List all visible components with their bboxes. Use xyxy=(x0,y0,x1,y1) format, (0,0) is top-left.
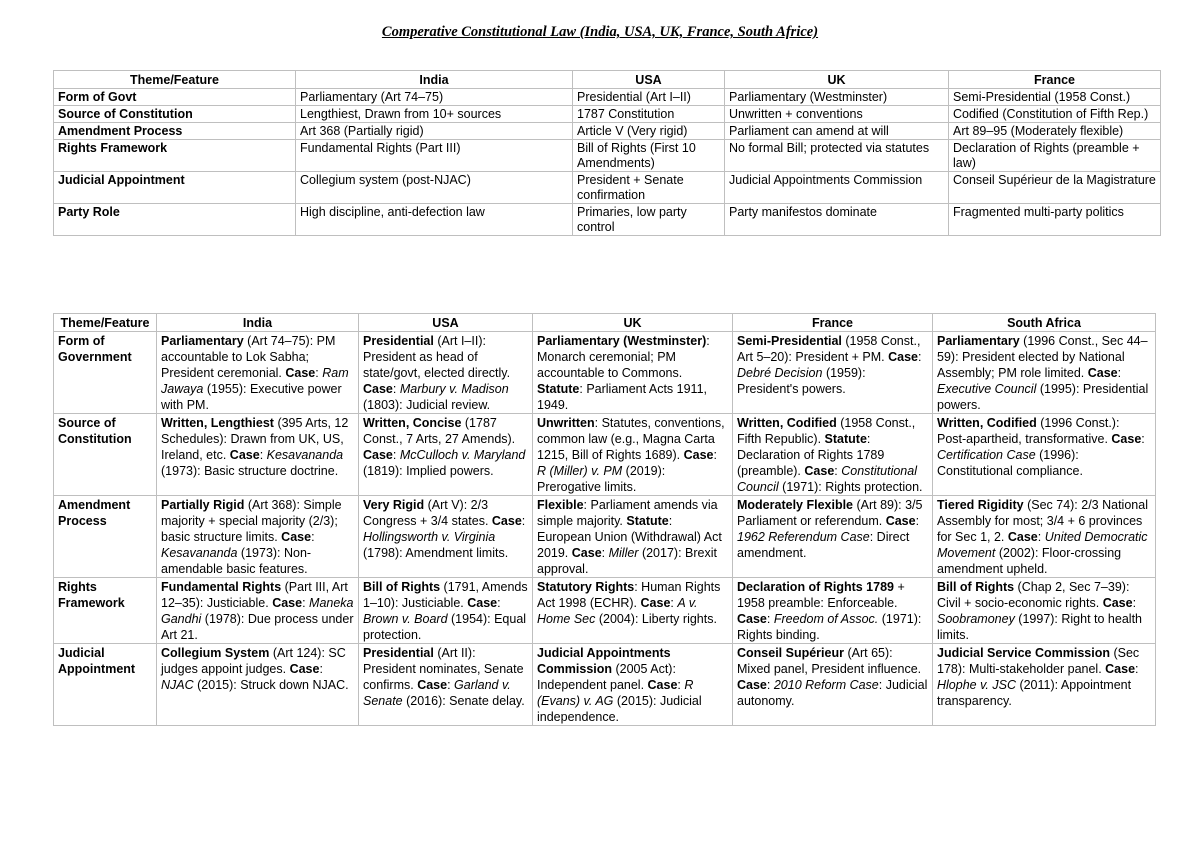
row-theme: Judicial Appointment xyxy=(54,644,157,726)
header-usa: USA xyxy=(359,314,533,332)
row-theme: Rights Framework xyxy=(54,578,157,644)
bold-text: Case xyxy=(1007,530,1038,544)
table-cell xyxy=(157,644,359,726)
italic-text: Kesavananda xyxy=(161,546,238,560)
cell-text: : Parliament Acts 1911, 1949. xyxy=(537,382,707,412)
table-cell: Art 368 (Partially rigid) xyxy=(296,123,573,140)
bold-text: Case xyxy=(272,596,303,610)
cell-text: (2017): Brexit approval. xyxy=(537,546,717,576)
italic-text: Miller xyxy=(608,546,639,560)
cell-text: : Declaration of Rights 1789 (preamble). xyxy=(737,432,885,478)
bold-text: Written, Lengthiest xyxy=(161,416,274,430)
cell-text: : xyxy=(1135,662,1139,676)
table-cell: President + Senate confirmation xyxy=(573,172,725,204)
cell-text: : xyxy=(766,678,774,692)
cell-text: (1996 Const.): Post-apartheid, transformative. xyxy=(937,416,1120,446)
bold-text: Case xyxy=(647,678,678,692)
cell-text: (2016): Senate delay. xyxy=(402,694,525,708)
table-cell: Parliamentary (Westminster) xyxy=(725,89,949,106)
cell-text: (Sec 74): 2/3 National Assembly for most; 3/4 + 6 provinces for Sec 1, 2. xyxy=(937,498,1148,544)
cell-text: : xyxy=(521,514,526,528)
cell-text: (1996): Constitutional compliance. xyxy=(937,448,1083,478)
cell-text: (Art II): President nominates, Senate confirms. xyxy=(363,646,524,692)
table-cell: Lengthiest, Drawn from 10+ sources xyxy=(296,106,573,123)
row-theme: Amendment Process xyxy=(54,496,157,578)
bold-text: Very Rigid xyxy=(363,498,425,512)
cell-text: + 1958 preamble: Enforceable. xyxy=(737,580,905,610)
cell-text: (2002): Floor-crossing amendment upheld. xyxy=(937,546,1122,576)
table-row xyxy=(54,644,1156,726)
table-cell: 1787 Constitution xyxy=(573,106,725,123)
cell-text: (1995): Presidential powers. xyxy=(937,382,1149,412)
bold-text: Case xyxy=(804,464,835,478)
italic-text: Ram Jawaya xyxy=(161,366,349,396)
italic-text: NJAC xyxy=(161,678,194,692)
table-cell: Codified (Constitution of Fifth Rep.) xyxy=(949,106,1161,123)
table-cell xyxy=(533,644,733,726)
detailed-header-row xyxy=(54,314,1156,332)
cell-text: (1955): Executive power with PM. xyxy=(161,382,342,412)
table-cell: Parliament can amend at will xyxy=(725,123,949,140)
cell-text: (Chap 2, Sec 7–39): Civil + socio-economic rights. xyxy=(937,580,1130,610)
table-row xyxy=(54,123,1161,140)
table-cell xyxy=(933,578,1156,644)
italic-text: Hlophe v. JSC xyxy=(937,678,1016,692)
bold-text: Bill of Rights xyxy=(363,580,441,594)
summary-header-row xyxy=(54,71,1161,89)
cell-text: (Art I–II): President as head of state/govt, elected directly. xyxy=(363,334,511,380)
bold-text: Case xyxy=(229,448,260,462)
row-theme: Amendment Process xyxy=(54,123,296,140)
bold-text: Semi-Presidential xyxy=(737,334,842,348)
table-cell: Declaration of Rights (preamble + law) xyxy=(949,140,1161,172)
bold-text: Case xyxy=(1087,366,1118,380)
italic-text: Garland v. Senate xyxy=(363,678,511,708)
cell-text: (1958 Const., Fifth Republic). xyxy=(737,416,916,446)
bold-text: Presidential xyxy=(363,646,434,660)
italic-text: Kesavananda xyxy=(266,448,344,462)
cell-text: : xyxy=(918,350,922,364)
cell-text: (1978): Due process under Art 21. xyxy=(161,612,354,642)
cell-text: : Parliament amends via simple majority. xyxy=(537,498,718,528)
italic-text: R (Evans) v. AG xyxy=(537,678,694,708)
cell-text: : xyxy=(1132,596,1137,610)
header-india: India xyxy=(157,314,359,332)
detailed-table xyxy=(53,313,1156,726)
table-cell xyxy=(359,578,533,644)
bold-text: Case xyxy=(281,530,312,544)
table-row xyxy=(54,332,1156,414)
cell-text: (1997): Right to health limits. xyxy=(937,612,1142,642)
bold-text: Collegium System xyxy=(161,646,270,660)
italic-text: United Democratic Movement xyxy=(937,530,1148,560)
italic-text: A v. Home Sec xyxy=(537,596,698,626)
table-row xyxy=(54,578,1156,644)
cell-text: (Art V): 2/3 Congress + 3/4 states. xyxy=(363,498,492,528)
table-cell xyxy=(733,496,933,578)
cell-text: : Monarch ceremonial; PM accountable to Commons. xyxy=(537,334,710,380)
table-cell xyxy=(933,644,1156,726)
row-theme: Judicial Appointment xyxy=(54,172,296,204)
bold-text: Case xyxy=(363,448,393,462)
cell-text: (Art 74–75): PM accountable to Lok Sabha; President ceremonial. xyxy=(161,334,336,380)
italic-text: Debré Decision xyxy=(737,366,823,380)
italic-text: Marbury v. Madison xyxy=(399,382,509,396)
table-cell: Article V (Very rigid) xyxy=(573,123,725,140)
table-cell: Art 89–95 (Moderately flexible) xyxy=(949,123,1161,140)
cell-text: (Art 124): SC judges appoint judges. xyxy=(161,646,346,676)
bold-text: Case xyxy=(683,448,714,462)
table-cell xyxy=(157,578,359,644)
cell-text: (1819): Implied powers. xyxy=(363,464,494,478)
table-cell: Bill of Rights (First 10 Amendments) xyxy=(573,140,725,172)
table-row xyxy=(54,140,1161,172)
header-theme: Theme/Feature xyxy=(54,314,157,332)
table-cell xyxy=(733,414,933,496)
italic-text: R (Miller) v. PM xyxy=(537,464,623,478)
table-cell xyxy=(733,332,933,414)
cell-text: (2011): Appointment transparency. xyxy=(937,678,1132,708)
cell-text: : xyxy=(392,382,400,396)
bold-text: Parliamentary xyxy=(161,334,244,348)
cell-text: : xyxy=(915,514,920,528)
bold-text: Unwritten xyxy=(537,416,595,430)
bold-text: Statutory Rights xyxy=(537,580,635,594)
header-uk: UK xyxy=(725,71,949,89)
table-cell: No formal Bill; protected via statutes xyxy=(725,140,949,172)
table-row xyxy=(54,89,1161,106)
table-cell: Semi-Presidential (1958 Const.) xyxy=(949,89,1161,106)
cell-text: (1971): Rights protection. xyxy=(778,480,923,494)
bold-text: Case xyxy=(737,612,767,626)
cell-text: (1971): Rights binding. xyxy=(737,612,922,642)
table-row xyxy=(54,172,1161,204)
table-cell xyxy=(157,496,359,578)
cell-text: (Art 89): 3/5 Parliament or referendum. xyxy=(737,498,923,528)
table-cell xyxy=(533,414,733,496)
cell-text: : xyxy=(834,464,842,478)
italic-text: Freedom of Assoc. xyxy=(773,612,879,626)
cell-text: : European Union (Withdrawal) Act 2019. xyxy=(537,514,722,560)
header-usa: USA xyxy=(573,71,725,89)
cell-text: : Statutes, conventions, common law (e.g., Magna Carta 1215, Bill of Rights 1689). xyxy=(537,416,725,462)
bold-text: Case xyxy=(885,514,916,528)
cell-text: (1973): Non-amendable basic features. xyxy=(161,546,312,576)
bold-text: Case xyxy=(640,596,671,610)
bold-text: Flexible xyxy=(537,498,584,512)
table-cell xyxy=(933,496,1156,578)
bold-text: Case xyxy=(737,678,767,692)
cell-text: : xyxy=(392,448,400,462)
header-india: India xyxy=(296,71,573,89)
bold-text: Case xyxy=(363,382,393,396)
bold-text: Case xyxy=(417,678,448,692)
bold-text: Case xyxy=(1111,432,1142,446)
cell-text: : xyxy=(497,596,501,610)
cell-text: : Judicial autonomy. xyxy=(737,678,928,708)
header-uk: UK xyxy=(533,314,733,332)
table-cell: Collegium system (post-NJAC) xyxy=(296,172,573,204)
bold-text: Written, Codified xyxy=(937,416,1037,430)
italic-text: Maneka Gandhi xyxy=(161,596,354,626)
italic-text: 1962 Referendum Case xyxy=(737,530,870,544)
cell-text: : xyxy=(670,596,678,610)
table-cell: Unwritten + conventions xyxy=(725,106,949,123)
table-row xyxy=(54,496,1156,578)
bold-text: Parliamentary xyxy=(937,334,1020,348)
cell-text: : xyxy=(713,448,717,462)
bold-text: Statute xyxy=(824,432,867,446)
row-theme: Form of Government xyxy=(54,332,157,414)
cell-text: : xyxy=(677,678,685,692)
cell-text: (2005 Act): Independent panel. xyxy=(537,662,676,692)
cell-text: : xyxy=(1037,530,1045,544)
cell-text: (2015): Judicial independence. xyxy=(537,694,702,724)
cell-text: (1996 Const., Sec 44–59): President elected by National Assembly; PM role limited. xyxy=(937,334,1148,380)
cell-text: : xyxy=(311,530,315,544)
bold-text: Case xyxy=(888,350,919,364)
table-cell: Parliamentary (Art 74–75) xyxy=(296,89,573,106)
cell-text: (Part III, Art 12–35): Justiciable. xyxy=(161,580,348,610)
cell-text: (1954): Equal protection. xyxy=(363,612,527,642)
bold-text: Fundamental Rights xyxy=(161,580,282,594)
italic-text: Brown v. Board xyxy=(363,612,448,626)
table-row xyxy=(54,106,1161,123)
table-cell xyxy=(533,332,733,414)
bold-text: Written, Concise xyxy=(363,416,462,430)
table-cell: Presidential (Art I–II) xyxy=(573,89,725,106)
cell-text: (2015): Struck down NJAC. xyxy=(193,678,349,692)
italic-text: Soobramoney xyxy=(937,612,1015,626)
row-theme: Form of Govt xyxy=(54,89,296,106)
bold-text: Judicial Appointments Commission xyxy=(537,646,671,676)
header-france: France xyxy=(733,314,933,332)
bold-text: Case xyxy=(571,546,602,560)
bold-text: Partially Rigid xyxy=(161,498,245,512)
bold-text: Declaration of Rights 1789 xyxy=(737,580,894,594)
table-cell: Party manifestos dominate xyxy=(725,204,949,236)
bold-text: Case xyxy=(1102,596,1133,610)
table-cell: Fundamental Rights (Part III) xyxy=(296,140,573,172)
cell-text: : xyxy=(766,612,774,626)
bold-text: Judicial Service Commission xyxy=(937,646,1110,660)
cell-text: (1787 Const., 7 Arts, 27 Amends). xyxy=(363,416,516,446)
italic-text: 2010 Reform Case xyxy=(773,678,879,692)
cell-text: (1958 Const., Art 5–20): President + PM. xyxy=(737,334,921,364)
table-cell xyxy=(157,414,359,496)
bold-text: Moderately Flexible xyxy=(737,498,854,512)
summary-table xyxy=(53,70,1161,236)
italic-text: Certification Case xyxy=(937,448,1036,462)
cell-text: (395 Arts, 12 Schedules): Drawn from UK, US, Ireland, etc. xyxy=(161,416,349,462)
table-cell xyxy=(359,496,533,578)
cell-text: (Sec 178): Multi-stakeholder panel. xyxy=(937,646,1140,676)
cell-text: : xyxy=(259,448,267,462)
bold-text: Case xyxy=(285,366,316,380)
table-cell: High discipline, anti-defection law xyxy=(296,204,573,236)
header-south-africa: South Africa xyxy=(933,314,1156,332)
cell-text: (1973): Basic structure doctrine. xyxy=(161,464,339,478)
table-cell xyxy=(533,496,733,578)
cell-text: : xyxy=(319,662,323,676)
table-row xyxy=(54,204,1161,236)
page-title: Comperative Constitutional Law (India, USA, UK, France, South Africe) xyxy=(381,24,819,40)
bold-text: Case xyxy=(491,514,522,528)
cell-text: : Human Rights Act 1998 (ECHR). xyxy=(537,580,721,610)
table-cell: Conseil Supérieur de la Magistrature xyxy=(949,172,1161,204)
bold-text: Case xyxy=(289,662,320,676)
table-cell: Fragmented multi-party politics xyxy=(949,204,1161,236)
bold-text: Statute xyxy=(537,382,580,396)
cell-text: : xyxy=(447,678,455,692)
cell-text: : xyxy=(1117,366,1122,380)
italic-text: McCulloch v. Maryland xyxy=(399,448,526,462)
cell-text: (Art 368): Simple majority + special majority (2/3); basic structure limits. xyxy=(161,498,342,544)
header-france: France xyxy=(949,71,1161,89)
table-cell xyxy=(359,644,533,726)
bold-text: Presidential xyxy=(363,334,434,348)
bold-text: Tiered Rigidity xyxy=(937,498,1024,512)
bold-text: Conseil Supérieur xyxy=(737,646,844,660)
row-theme: Source of Constitution xyxy=(54,414,157,496)
cell-text: : xyxy=(302,596,310,610)
cell-text: (1798): Amendment limits. xyxy=(363,546,509,560)
italic-text: Executive Council xyxy=(937,382,1037,396)
table-row xyxy=(54,414,1156,496)
table-cell xyxy=(733,644,933,726)
header-theme: Theme/Feature xyxy=(54,71,296,89)
cell-text: : xyxy=(601,546,609,560)
cell-text: (1791, Amends 1–10): Justiciable. xyxy=(363,580,528,610)
cell-text: (Art 65): Mixed panel, President influence. xyxy=(737,646,922,676)
cell-text: : xyxy=(1141,432,1145,446)
cell-text: (1959): President's powers. xyxy=(737,366,866,396)
cell-text: : xyxy=(315,366,323,380)
italic-text: Hollingsworth v. Virginia xyxy=(363,530,496,544)
table-cell: Judicial Appointments Commission xyxy=(725,172,949,204)
cell-text: (1803): Judicial review. xyxy=(363,398,491,412)
bold-text: Parliamentary (Westminster) xyxy=(537,334,707,348)
row-theme: Party Role xyxy=(54,204,296,236)
cell-text: (2019): Prerogative limits. xyxy=(537,464,666,494)
bold-text: Statute xyxy=(626,514,669,528)
table-cell xyxy=(933,332,1156,414)
row-theme: Rights Framework xyxy=(54,140,296,172)
italic-text: Constitutional Council xyxy=(737,464,917,494)
table-cell xyxy=(733,578,933,644)
table-cell xyxy=(933,414,1156,496)
table-cell xyxy=(533,578,733,644)
bold-text: Case xyxy=(1105,662,1136,676)
bold-text: Bill of Rights xyxy=(937,580,1015,594)
bold-text: Written, Codified xyxy=(737,416,837,430)
table-cell xyxy=(157,332,359,414)
table-cell: Primaries, low party control xyxy=(573,204,725,236)
cell-text: (2004): Liberty rights. xyxy=(595,612,717,626)
table-cell xyxy=(359,332,533,414)
cell-text: : Direct amendment. xyxy=(737,530,910,560)
bold-text: Case xyxy=(467,596,498,610)
row-theme: Source of Constitution xyxy=(54,106,296,123)
table-cell xyxy=(359,414,533,496)
